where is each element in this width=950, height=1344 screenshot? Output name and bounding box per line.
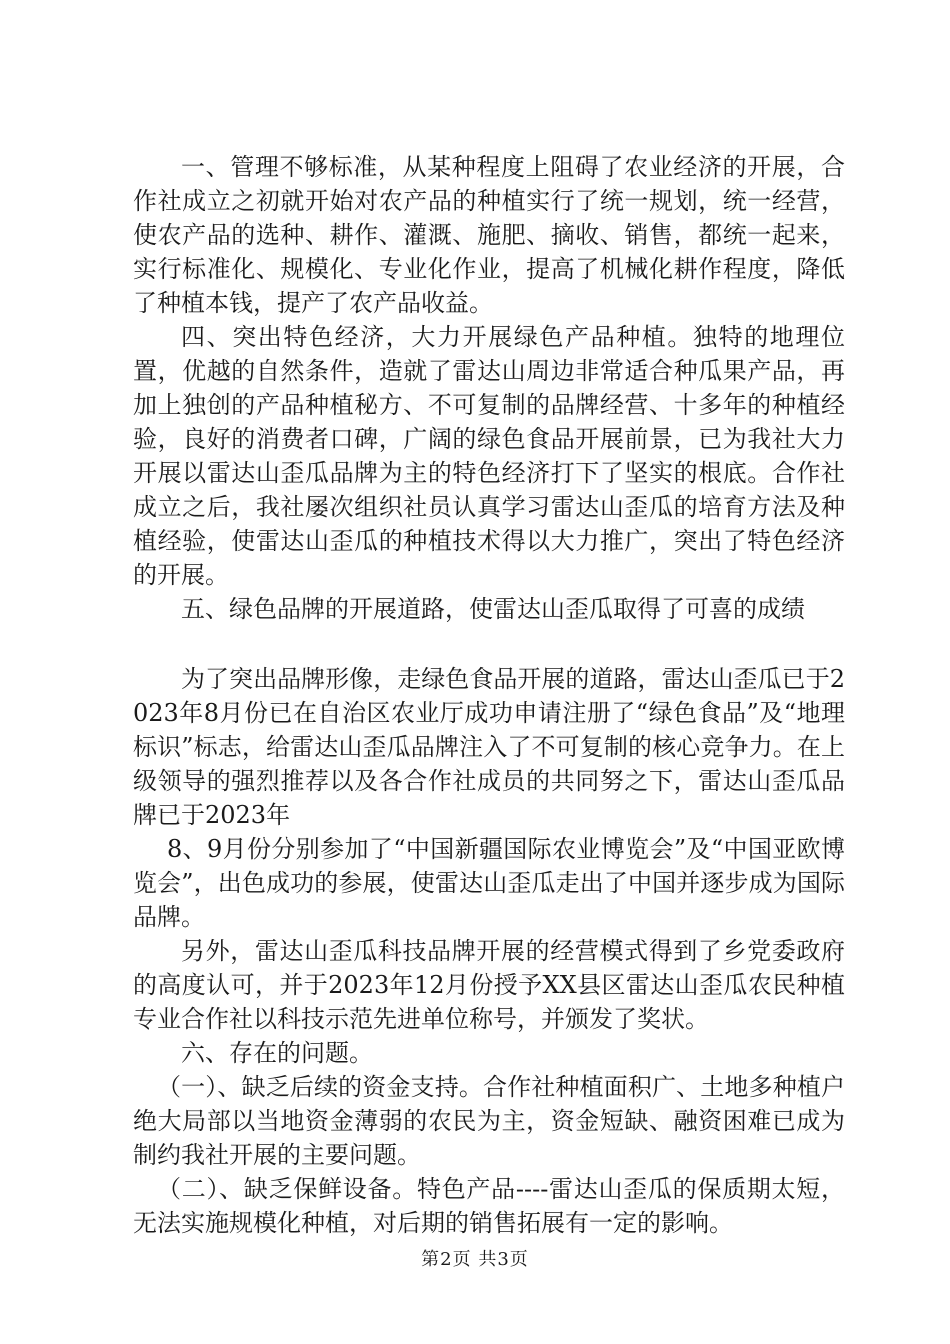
paragraph-issue-funding: （一）、缺乏后续的资金支持。合作社种植面积广、土地多种植户绝大局部以当地资金薄弱的农民为主，资金短缺、融资困难已成为制约我社开展的主要问题。 [133, 1073, 845, 1169]
page-footer: 第2页 共3页 [421, 1249, 529, 1270]
paragraph-recognition: 另外，雷达山歪瓜科技品牌开展的经营模式得到了乡党委政府的高度认可，并于2023年12月份授予XX县区雷达山歪瓜农民种植专业合作社以科技示范先进单位称号，并颁发了奖状。 [133, 937, 845, 1033]
paragraph-section-six-heading: 六、存在的问题。 [181, 1039, 373, 1067]
paragraph-section-four: 四、突出特色经济，大力开展绿色产品种植。独特的地理位置，优越的自然条件，造就了雷达山周边非常适合种瓜果产品，再加上独创的产品种植秘方、不可复制的品牌经营、十多年的种植经验，良好的消费者口碑，广阔的绿色食品开展前景，已为我社大力开展以雷达山歪瓜品牌为主的特色经济打下了坚实的根底。合作社成立之后，我社屡次组织社员认真学习雷达山歪瓜的培育方法及种植经验，使雷达山歪瓜的种植技术得以大力推广，突出了特色经济的开展。 [133, 323, 845, 589]
paragraph-expo: 8、9月份分别参加了“中国新疆国际农业博览会”及“中国亚欧博览会”，出色成功的参展，使雷达山歪瓜走出了中国并逐步成为国际品牌。 [133, 835, 845, 931]
paragraph-brand-image: 为了突出品牌形像，走绿色食品开展的道路，雷达山歪瓜已于2023年8月份已在自治区农业厅成功申请注册了“绿色食品”及“地理标识”标志，给雷达山歪瓜品牌注入了不可复制的核心竞争力。在上级领导的强烈推荐以及各合作社成员的共同努之下，雷达山歪瓜品牌已于2023年 [133, 665, 845, 829]
paragraph-issue-preservation: （二）、缺乏保鲜设备。特色产品----雷达山歪瓜的保质期太短，无法实施规模化种植，对后期的销售拓展有一定的影响。 [133, 1175, 845, 1237]
paragraph-management: 一、管理不够标准，从某种程度上阻碍了农业经济的开展，合作社成立之初就开始对农产品的种植实行了统一规划，统一经营，使农产品的选种、耕作、灌溉、施肥、摘收、销售，都统一起来，实行标准化、规模化、专业化作业，提高了机械化耕作程度，降低了种植本钱，提产了农产品收益。 [133, 153, 845, 317]
document-body [133, 150, 845, 1240]
paragraph-section-five-heading: 五、绿色品牌的开展道路，使雷达山歪瓜取得了可喜的成绩 [181, 595, 805, 623]
